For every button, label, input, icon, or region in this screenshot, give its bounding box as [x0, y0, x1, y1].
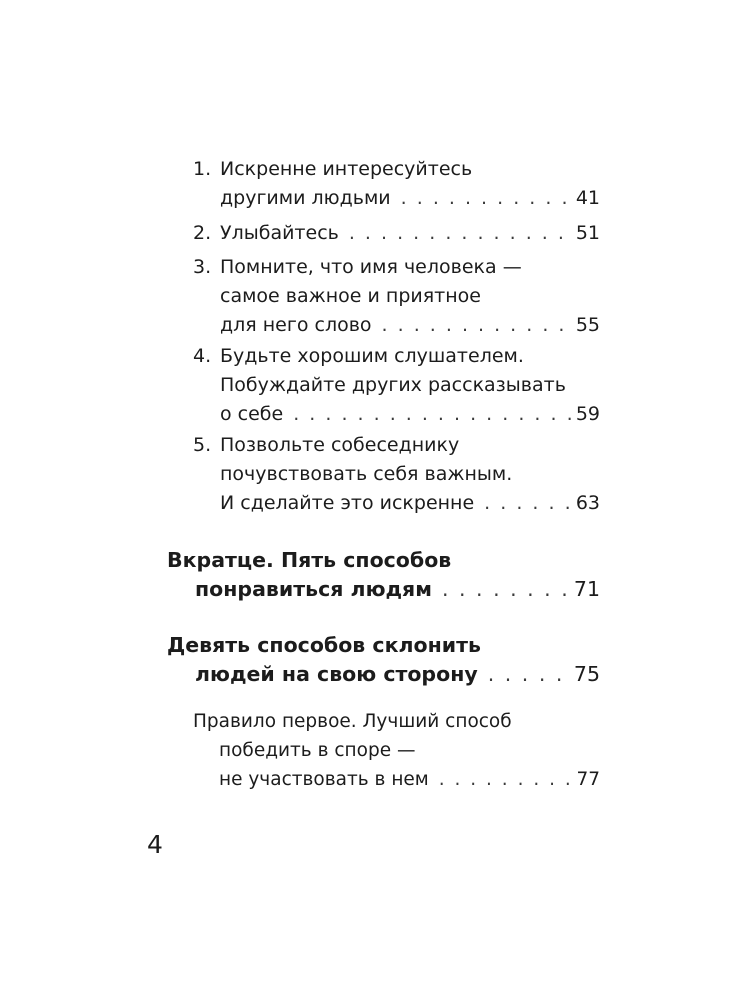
dot-leader — [442, 575, 570, 604]
toc-rule-page: 77 — [576, 769, 600, 790]
toc-entry-1 — [193, 155, 600, 213]
toc-entry-number: 5. — [193, 434, 212, 456]
toc-entry-page: 55 — [575, 314, 600, 336]
toc-entry-number: 4. — [193, 345, 212, 367]
dot-leader — [484, 489, 572, 518]
dot-leader — [293, 400, 572, 429]
toc-rule-title-line: не участвовать в нем — [219, 769, 429, 790]
toc-entry-title-line: для него слово — [220, 314, 372, 336]
toc-entry-title-line: Позвольте собеседнику — [220, 434, 460, 456]
toc-entry-page: 51 — [575, 222, 600, 244]
page-number: 4 — [147, 830, 163, 859]
toc-entry-page: 59 — [575, 403, 600, 425]
toc-entry-page: 41 — [575, 187, 600, 209]
toc-entry-number: 2. — [193, 222, 212, 244]
toc-chapter-title-line: Вкратце. Пять способов — [167, 548, 452, 572]
toc-chapter-summary — [167, 546, 600, 604]
toc-chapter-title-line: понравиться людям — [195, 577, 432, 601]
toc-rule-title-line: победить в споре — — [219, 740, 416, 761]
dot-leader — [349, 219, 572, 248]
toc-entry-4 — [193, 342, 600, 429]
toc-entry-title-line: другими людьми — [220, 187, 391, 209]
toc-entry-title-line: И сделайте это искренне — [220, 492, 475, 514]
toc-chapter-page: 75 — [573, 662, 600, 686]
toc-entry-2 — [193, 219, 600, 248]
toc-entry-title-line: самое важное и приятное — [220, 285, 481, 307]
toc-entry-title-line: Искренне интересуйтесь — [220, 158, 473, 180]
dot-leader — [382, 311, 572, 340]
toc-entry-title-line: Улыбайтесь — [220, 222, 339, 244]
toc-chapter-part — [167, 631, 600, 689]
toc-chapter-title-line: Девять способов склонить — [167, 633, 481, 657]
toc-entry-title-line: Будьте хорошим слушателем. — [220, 345, 524, 367]
dot-leader — [488, 660, 570, 689]
toc-entry-title-line: о себе — [220, 403, 284, 425]
toc-entry-title-line: Побуждайте других рассказывать — [220, 374, 566, 396]
toc-entry-page: 63 — [575, 492, 600, 514]
toc-chapter-title-line: людей на свою сторону — [195, 662, 478, 686]
toc-entry-title-line: почувствовать себя важным. — [220, 463, 513, 485]
dot-leader — [401, 184, 572, 213]
toc-entry-3 — [193, 253, 600, 340]
toc-entry-number: 3. — [193, 256, 212, 278]
toc-entry-title-line: Помните, что имя человека — — [220, 256, 522, 278]
toc-entry-number: 1. — [193, 158, 212, 180]
toc-chapter-page: 71 — [573, 577, 600, 601]
toc-entry-5 — [193, 431, 600, 518]
toc-rule-title-line: Правило первое. Лучший способ — [193, 711, 512, 732]
toc-rule-1 — [193, 707, 600, 794]
dot-leader — [439, 765, 573, 794]
